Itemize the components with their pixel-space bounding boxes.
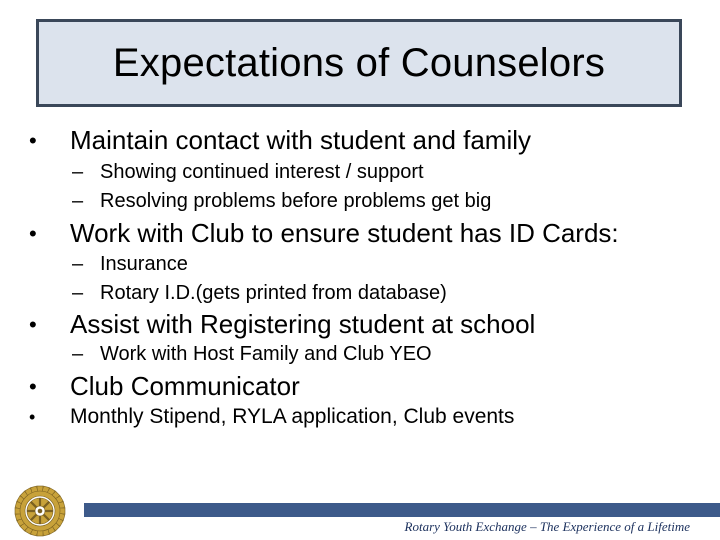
bullet-text: Monthly Stipend, RYLA application, Club events bbox=[70, 405, 515, 428]
sub-bullet-item bbox=[72, 253, 188, 276]
sub-bullet-item bbox=[72, 161, 424, 184]
bullet-text: Maintain contact with student and family bbox=[70, 125, 532, 155]
bullet-marker: • bbox=[29, 374, 37, 399]
bullet-text: Work with Club to ensure student has ID Cards: bbox=[70, 218, 619, 248]
bullet-marker: • bbox=[29, 407, 36, 427]
title-box bbox=[36, 19, 682, 107]
dash-marker: – bbox=[72, 343, 84, 365]
sub-bullet-item bbox=[72, 343, 432, 366]
bullet-text: Assist with Registering student at school bbox=[70, 309, 536, 339]
sub-bullet-item bbox=[72, 282, 447, 305]
footer-text: Rotary Youth Exchange – The Experience of a Lifetime bbox=[404, 519, 690, 534]
bullet-text: Club Communicator bbox=[70, 371, 300, 401]
footer-bar bbox=[84, 503, 720, 517]
bullet-item bbox=[29, 405, 515, 429]
dash-marker: – bbox=[72, 190, 84, 212]
bullet-marker: • bbox=[29, 221, 37, 246]
sub-bullet-text: Work with Host Family and Club YEO bbox=[100, 343, 432, 365]
dash-marker: – bbox=[72, 253, 84, 275]
dash-marker: – bbox=[72, 282, 84, 304]
bullet-item bbox=[29, 125, 532, 156]
sub-bullet-text: Rotary I.D.(gets printed from database) bbox=[100, 282, 447, 304]
dash-marker: – bbox=[72, 161, 84, 183]
bullet-item bbox=[29, 309, 536, 340]
bullet-item bbox=[29, 371, 300, 402]
bullet-item bbox=[29, 218, 619, 249]
bullet-marker: • bbox=[29, 128, 37, 153]
bullet-marker: • bbox=[29, 312, 37, 337]
rotary-wheel-icon bbox=[10, 485, 70, 537]
slide-title: Expectations of Counselors bbox=[112, 40, 606, 85]
sub-bullet-text: Resolving problems before problems get big bbox=[100, 190, 492, 212]
sub-bullet-text: Showing continued interest / support bbox=[100, 161, 424, 183]
sub-bullet-text: Insurance bbox=[100, 253, 188, 275]
sub-bullet-item bbox=[72, 190, 492, 213]
